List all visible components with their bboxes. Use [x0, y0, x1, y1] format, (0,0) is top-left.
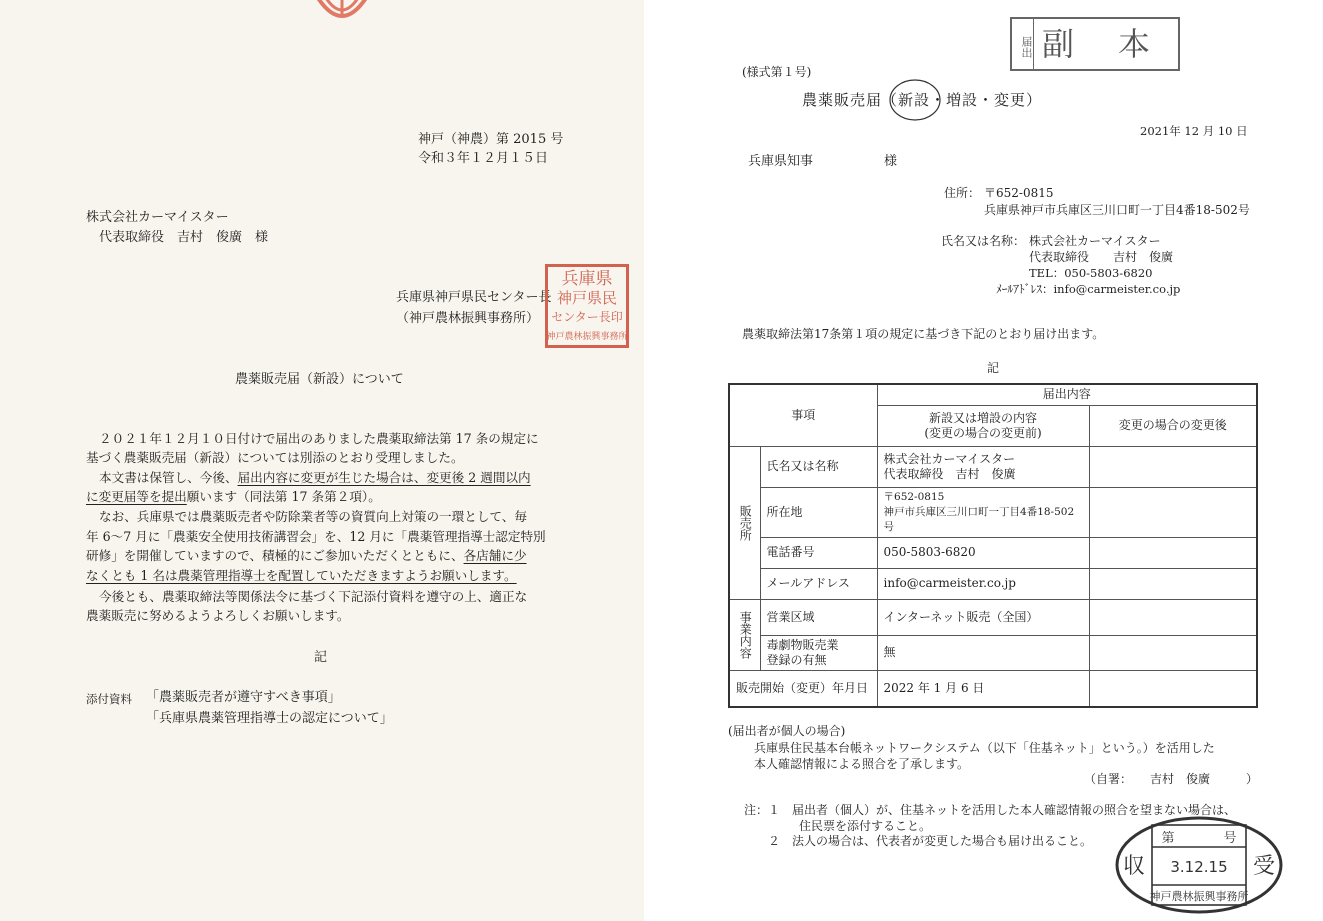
top-seal-icon: [312, 0, 372, 34]
row-addr-change: [1089, 487, 1257, 537]
row-mail-change: [1089, 568, 1257, 599]
receipt-right: 受: [1252, 854, 1276, 879]
receipt-stamp-icon: [1114, 815, 1284, 915]
receipt-bottom: 神戸農林振興事務所: [1149, 890, 1249, 903]
address-label: 住所：: [944, 186, 981, 200]
attachment-label: 添付資料: [86, 692, 132, 706]
body-line-7: [86, 547, 527, 564]
note-1-line-2: 住民票を添付すること。: [799, 819, 932, 833]
row-name-value-1: 株式会社カーマイスター: [883, 451, 1016, 466]
recipient-person: 代表取締役 吉村 俊廣 様: [99, 230, 269, 245]
col-new-line-2: (変更の場合の変更前): [924, 425, 1042, 440]
form-title-circled: [898, 89, 930, 111]
row-name-value-2: 代表取締役 吉村 俊廣: [883, 466, 1016, 481]
body-line-4: [86, 488, 381, 505]
receipt-top-left: 第: [1161, 831, 1175, 846]
official-seal: [545, 264, 629, 348]
recipient-company: 株式会社カーマイスター: [86, 210, 229, 225]
body-line-6: 年 6～7 月に「農薬安全使用技術講習会」を、12 月に「農薬管理指導士認定特別: [86, 529, 546, 544]
doc-number: 神戸（神農）第 2015 号: [418, 132, 564, 147]
right-form-page: [644, 0, 1323, 921]
notification-table: [728, 383, 1258, 708]
copy-stamp: [1010, 17, 1180, 71]
addressee: 兵庫県知事: [748, 154, 814, 169]
col-new-header: [877, 405, 1089, 446]
body-line-3b: 届出内容に変更が生じた場合は、変更後 2 週間以内: [237, 470, 531, 485]
row-start-change: [1089, 670, 1257, 707]
seal-line-1: 兵庫県: [561, 269, 613, 289]
sender-line-2: （神戸農林振興事務所）: [396, 311, 540, 326]
body-line-4b: 願います（同法第 17 条第２項）。: [186, 489, 381, 504]
addressee-sama: 様: [884, 154, 898, 169]
receipt-left: 収: [1122, 854, 1146, 879]
row-area-label: 営業区域: [760, 599, 877, 635]
row-name-value: [877, 446, 1089, 487]
form-number: (様式第１号): [742, 65, 812, 79]
row-tel-value: 050-5803-6820: [877, 537, 1089, 568]
seal-bottom: 神戸農林振興事務所: [546, 332, 628, 342]
address: 兵庫県神戸市兵庫区三川口町一丁目4番18-502号: [984, 203, 1250, 217]
note-1-line-1: 注：１ 届出者（個人）が、住基ネットを活用した本人確認情報の照合を望まない場合は、: [744, 803, 1237, 817]
row-start-label: 販売開始（変更）年月日: [729, 670, 877, 707]
form-title-suffix: ・増設・変更）: [930, 91, 1043, 109]
row-mail-value: info@carmeister.co.jp: [877, 568, 1089, 599]
attachment-1: 「農薬販売者が遵守すべき事項」: [146, 690, 341, 705]
body-line-4a: に変更届等を提出: [86, 489, 187, 504]
body-line-9: 今後とも、農薬取締法等関係法令に基づく下記添付資料を遵守の上、適正な: [99, 589, 528, 604]
row-name-change: [1089, 446, 1257, 487]
body-line-7a: 研修」を開催していますので、積極的にご参加いただくとともに、: [86, 548, 464, 563]
body-line-2: 基づく農薬販売届（新設）については別添のとおり受理しました。: [86, 450, 464, 465]
seal-line-3: センター長印: [551, 310, 623, 324]
body-line-5: なお、兵庫県では農薬販売者や防除業者等の資質向上対策の一環として、毎: [99, 509, 527, 524]
row-tel-change: [1089, 537, 1257, 568]
letter-ki: 記: [314, 650, 328, 665]
row-area-value: インターネット販売（全国）: [877, 599, 1089, 635]
body-line-1: ２０２１年１２月１０日付けで届出のありました農薬取締法第 17 条の規定に: [99, 431, 539, 446]
form-ki: 記: [987, 361, 1000, 375]
row-poison-change: [1089, 635, 1257, 670]
group-shop-label: 販売所: [738, 504, 753, 541]
postal-code: 〒652-0815: [984, 186, 1054, 200]
row-poison-label-1: 毒劇物販売業: [766, 637, 839, 652]
row-addr-value-1: 〒652-0815: [883, 490, 945, 503]
receipt-date: 3.12.15: [1170, 858, 1228, 876]
company-name: 株式会社カーマイスター: [1029, 234, 1161, 248]
col-change-header: 変更の場合の変更後: [1089, 405, 1257, 446]
attachment-2: 「兵庫県農薬管理指導士の認定について」: [146, 711, 393, 726]
body-line-7b: 各店舗に少: [463, 548, 527, 563]
row-name-label: 氏名又は名称: [760, 446, 877, 487]
row-addr-value: [877, 487, 1089, 537]
body-line-8: なくとも 1 名は農薬管理指導士を配置していただきますようお願いします。: [86, 568, 517, 583]
seal-line-2: 神戸県民: [556, 289, 618, 307]
signature: （自署： 吉村 俊廣 ）: [1084, 772, 1259, 786]
individual-line-1: 兵庫県住民基本台帳ネットワークシステム（以下「住基ネット」という。）を活用した: [754, 741, 1215, 755]
form-title-prefix: 農薬販売届（: [802, 91, 899, 109]
copy-stamp-main: 副 本: [1042, 25, 1157, 63]
receipt-top-right: 号: [1223, 831, 1237, 846]
email-line: ﾒｰﾙｱﾄﾞﾚｽ：info@carmeister.co.jp: [996, 282, 1181, 296]
row-poison-label-2: 登録の有無: [766, 652, 827, 667]
form-date: 2021年 12 月 10 日: [1140, 124, 1248, 138]
representative: 代表取締役 吉村 俊廣: [1029, 250, 1174, 264]
sender-line-1: 兵庫県神戸県民センター長: [396, 290, 552, 305]
individual-line-2: 本人確認情報による照合を了承します。: [754, 757, 970, 771]
circle-mark-icon: [888, 77, 942, 123]
col-item-header: 事項: [729, 384, 877, 446]
letter-subject: 農薬販売届（新設）について: [235, 372, 404, 387]
row-area-change: [1089, 599, 1257, 635]
name-label: 氏名又は名称：: [941, 234, 1026, 248]
body-line-3a: 本文書は保管し、今後、: [99, 470, 238, 485]
individual-heading: (届出者が個人の場合): [728, 724, 846, 738]
note-2: ２ 法人の場合は、代表者が変更した場合も届け出ること。: [768, 834, 1093, 848]
copy-stamp-side: 届出: [1012, 19, 1034, 69]
letter-date: 令和３年１２月１５日: [418, 151, 549, 166]
col-content-header: 届出内容: [877, 384, 1257, 405]
row-tel-label: 電話番号: [760, 537, 877, 568]
row-poison-label: [760, 635, 877, 670]
tel: TEL：050-5803-6820: [1029, 266, 1153, 280]
row-addr-label: 所在地: [760, 487, 877, 537]
group-biz-label: 事業内容: [738, 610, 753, 659]
statement: 農薬取締法第17条第１項の規定に基づき下記のとおり届け出ます。: [742, 327, 1105, 341]
group-shop: [729, 446, 760, 599]
row-poison-value: 無: [877, 635, 1089, 670]
row-mail-label: メールアドレス: [760, 568, 877, 599]
body-line-3: [99, 469, 531, 486]
form-title-circled-text: 新設: [898, 91, 931, 109]
row-start-value: 2022 年 1 月 6 日: [877, 670, 1089, 707]
body-line-10: 農薬販売に努めるようよろしくお願いします。: [86, 608, 350, 623]
row-addr-value-2: 神戸市兵庫区三川口町一丁目4番18-502号: [883, 505, 1075, 533]
left-letter-page: [0, 0, 644, 921]
col-new-line-1: 新設又は増設の内容: [929, 410, 1038, 425]
form-title: [802, 89, 1042, 111]
group-biz: [729, 599, 760, 670]
